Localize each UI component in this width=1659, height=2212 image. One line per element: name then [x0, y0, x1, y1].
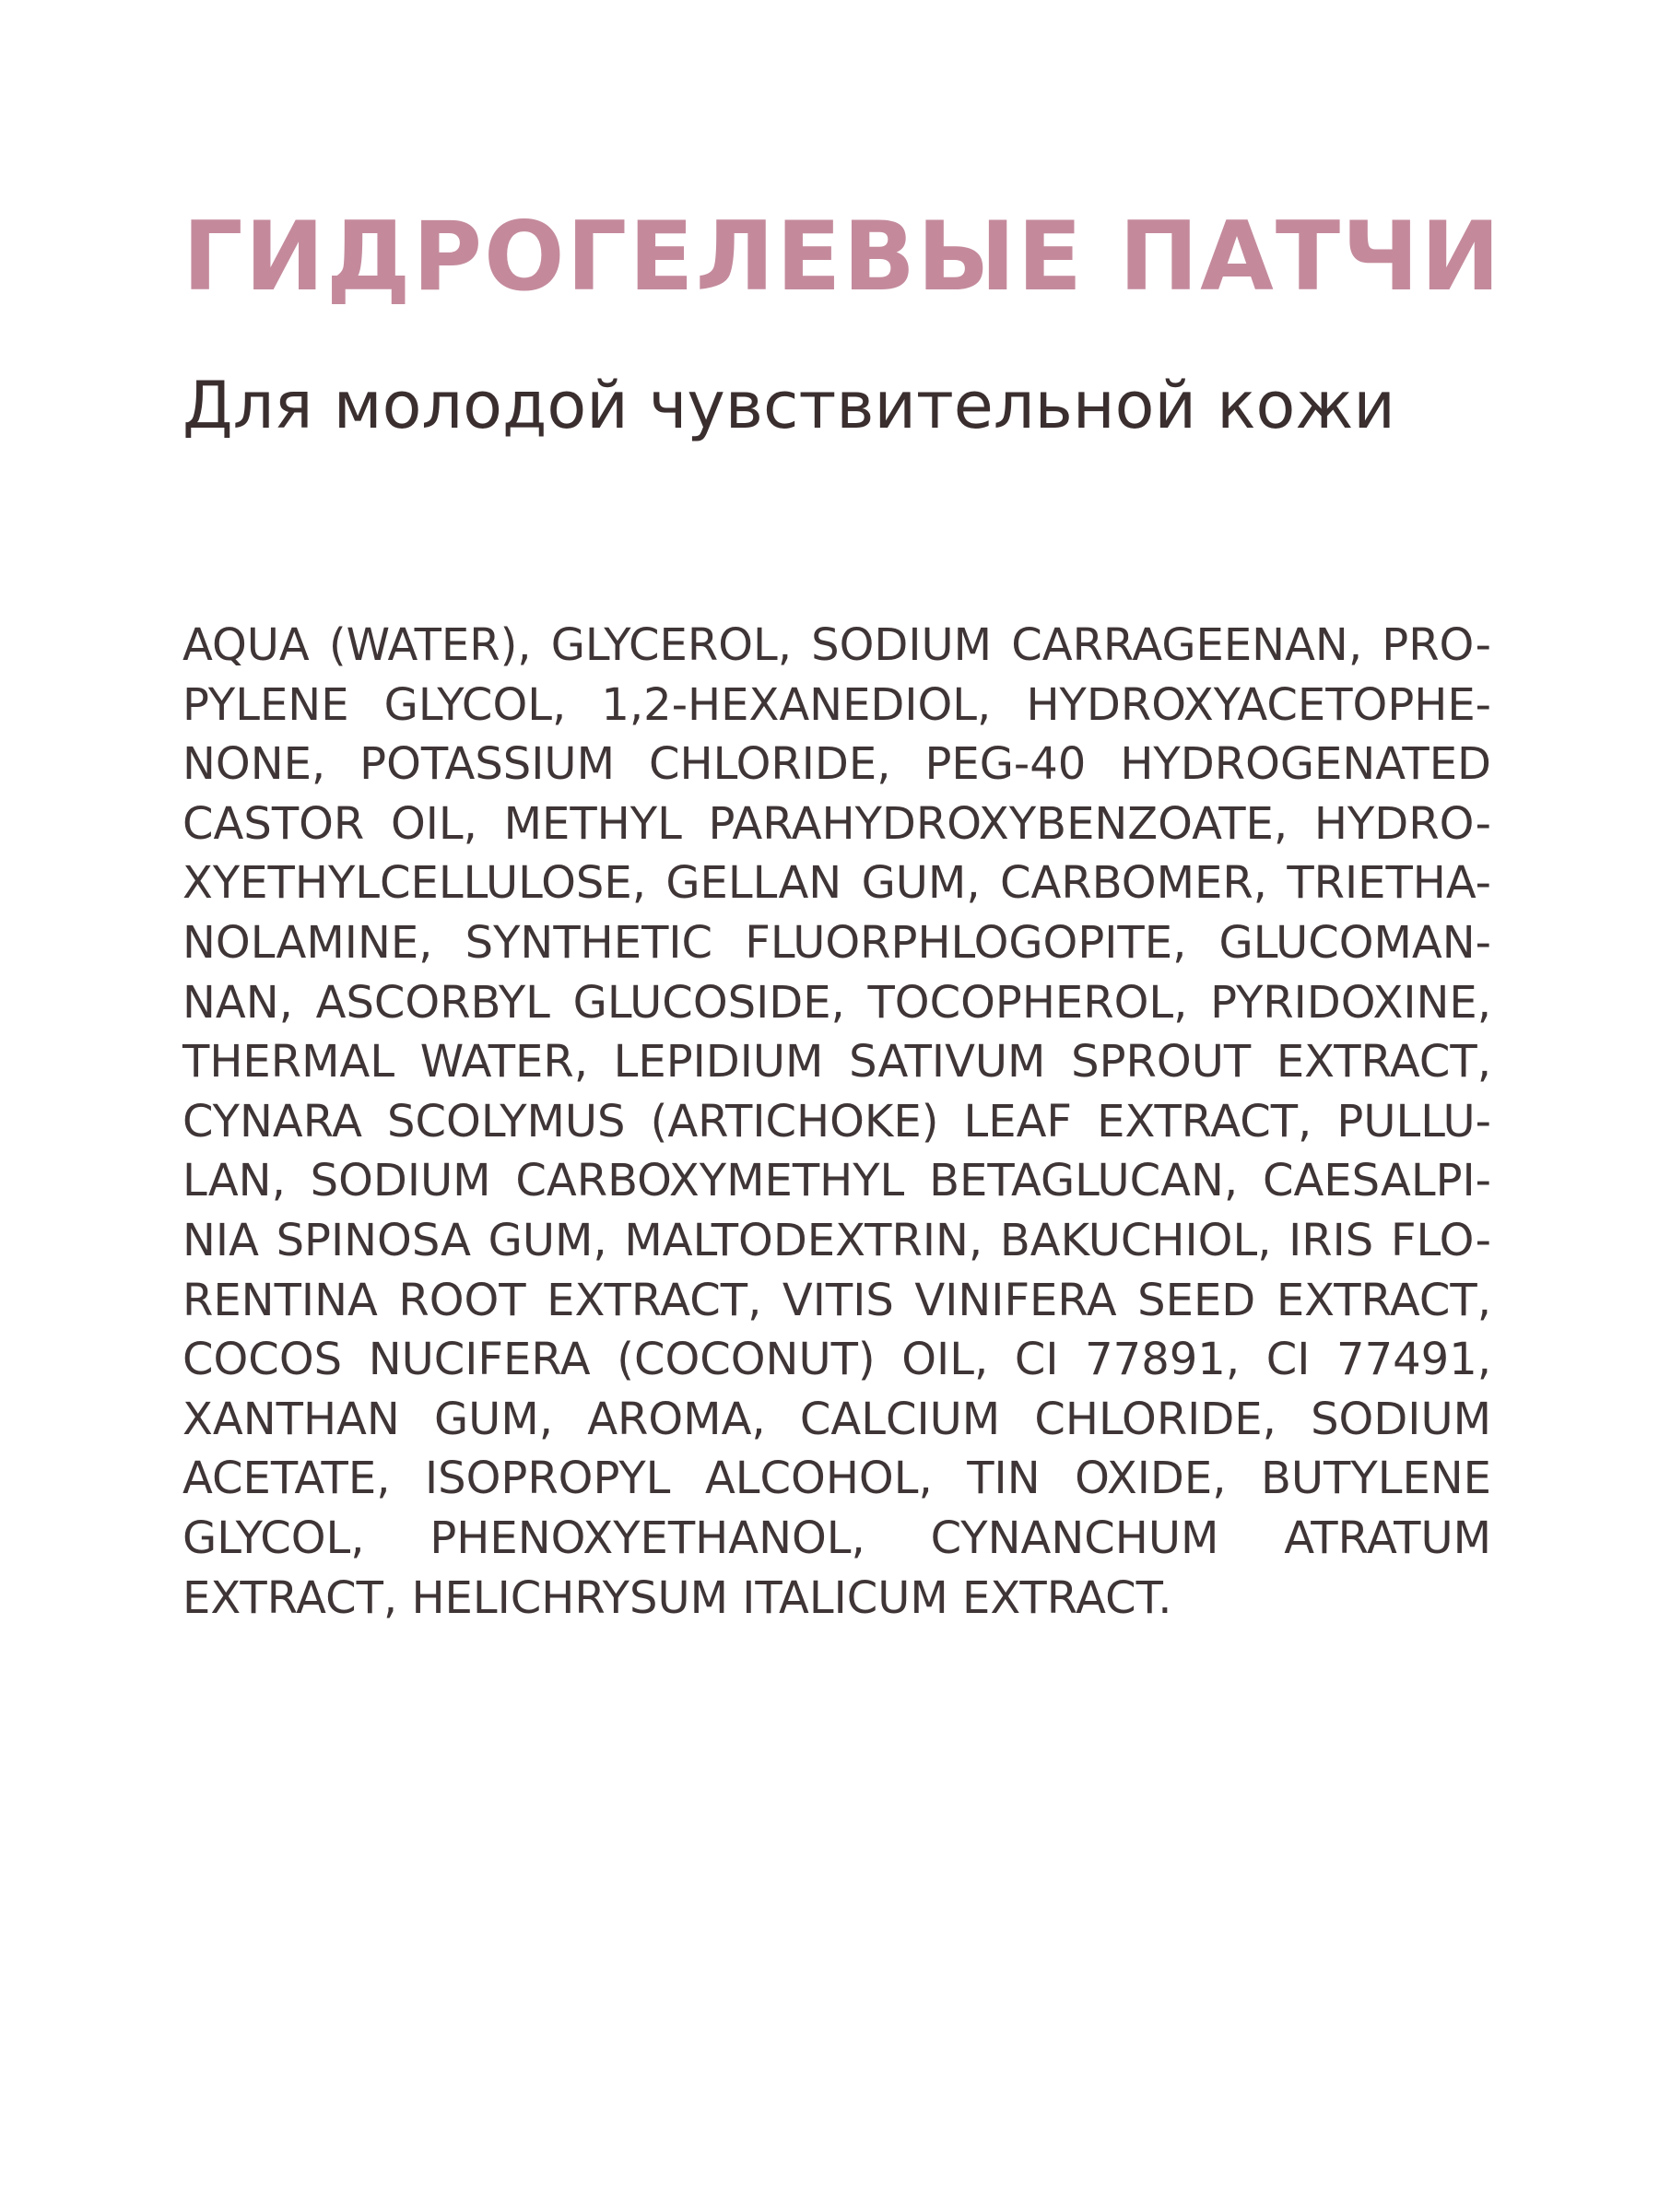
ingredients-line: EXTRACT, HELICHRYSUM ITALICUM EXTRACT. [182, 1571, 1172, 1624]
ingredients-line: CASTOR OIL, METHYL PARAHYDROXYBENZOATE, HYDRO- [182, 797, 1491, 850]
ingredients-line: NIA SPINOSA GUM, MALTODEXTRIN, BAKUCHIOL, IRIS FLO- [182, 1214, 1491, 1266]
ingredients-line: CYNARA SCOLYMUS (ARTICHOKE) LEAF EXTRACT, PULLU- [182, 1095, 1491, 1147]
ingredients-line: GLYCOL, PHENOXYETHANOL, CYNANCHUM ATRATUM [182, 1512, 1491, 1564]
product-title: ГИДРОГЕЛЕВЫЕ ПАТЧИ [182, 202, 1502, 312]
ingredients-line: XANTHAN GUM, AROMA, CALCIUM CHLORIDE, SODIUM [182, 1393, 1491, 1445]
ingredients-line: NOLAMINE, SYNTHETIC FLUORPHLOGOPITE, GLUCOMAN- [182, 916, 1491, 969]
ingredients-line: RENTINA ROOT EXTRACT, VITIS VINIFERA SEED EXTRACT, [182, 1274, 1491, 1326]
ingredients-line: NAN, ASCORBYL GLUCOSIDE, TOCOPHEROL, PYRIDOXINE, [182, 976, 1491, 1029]
ingredients-line: THERMAL WATER, LEPIDIUM SATIVUM SPROUT EXTRACT, [182, 1036, 1491, 1088]
ingredients-line: PYLENE GLYCOL, 1,2-HEXANEDIOL, HYDROXYACETOPHE- [182, 678, 1491, 731]
ingredients-line: LAN, SODIUM CARBOXYMETHYL BETAGLUCAN, CAESALPI- [182, 1155, 1491, 1207]
product-subtitle: Для молодой чувствительной кожи [182, 368, 1395, 443]
ingredients-list [182, 616, 1491, 1628]
ingredients-line: ACETATE, ISOPROPYL ALCOHOL, TIN OXIDE, BUTYLENE [182, 1453, 1491, 1505]
ingredients-line: COCOS NUCIFERA (COCONUT) OIL, CI 77891, CI 77491, [182, 1334, 1491, 1386]
ingredients-line: XYETHYLCELLULOSE, GELLAN GUM, CARBOMER, TRIETHA- [182, 857, 1491, 910]
ingredients-line: NONE, POTASSIUM CHLORIDE, PEG-40 HYDROGENATED [182, 738, 1491, 791]
ingredients-line: AQUA (WATER), GLYCEROL, SODIUM CARRAGEENAN, PRO- [182, 619, 1491, 671]
